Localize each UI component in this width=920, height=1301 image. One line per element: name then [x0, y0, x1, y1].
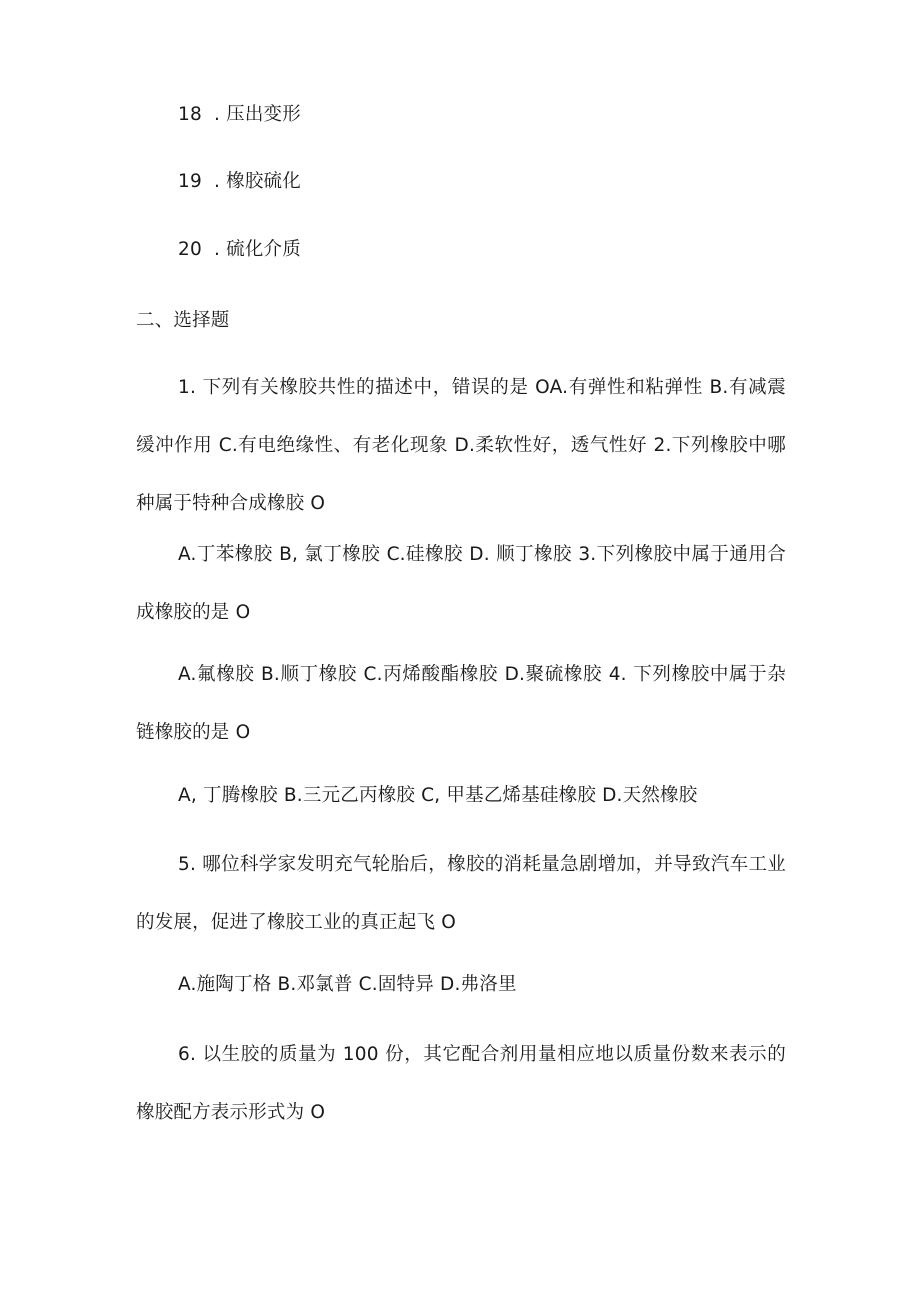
definition-item	[178, 238, 301, 262]
options-paragraph: A.施陶丁格 B.邓氯普 C.固特异 D.弗洛里	[178, 974, 517, 995]
item-number: 18	[178, 104, 202, 125]
question-paragraph: 5. 哪位科学家发明充气轮胎后，橡胶的消耗量急剧增加，并导致汽车工业的发展，促进了橡胶工业的真正起飞 O	[136, 854, 786, 933]
item-text: . 橡胶硫化	[214, 171, 301, 192]
item-number: 19	[178, 171, 202, 192]
definition-item	[178, 103, 301, 127]
item-number: 20	[178, 239, 202, 260]
options-paragraph: A.氟橡胶 B.顺丁橡胶 C.丙烯酸酯橡胶 D.聚硫橡胶 4. 下列橡胶中属于杂链橡胶的是 O	[136, 664, 786, 743]
options-paragraph: A.丁苯橡胶 B, 氯丁橡胶 C.硅橡胶 D. 顺丁橡胶 3.下列橡胶中属于通用合成橡胶的是 O	[136, 544, 786, 623]
options-paragraph: A, 丁腾橡胶 B.三元乙丙橡胶 C, 甲基乙烯基硅橡胶 D.天然橡胶	[178, 785, 698, 806]
question-paragraph: 1. 下列有关橡胶共性的描述中，错误的是 OA.有弹性和粘弹性 B.有减震缓冲作用 C.有电绝缘性、有老化现象 D.柔软性好，透气性好 2.下列橡胶中哪种属于特种合成橡胶 O	[136, 377, 786, 514]
question-paragraph: 6. 以生胶的质量为 100 份，其它配合剂用量相应地以质量份数来表示的橡胶配方表示形式为 O	[136, 1044, 786, 1123]
definition-item	[178, 170, 301, 194]
item-text: . 硫化介质	[214, 239, 301, 260]
item-text: . 压出变形	[214, 104, 301, 125]
section-heading: 二、选择题	[136, 310, 230, 331]
